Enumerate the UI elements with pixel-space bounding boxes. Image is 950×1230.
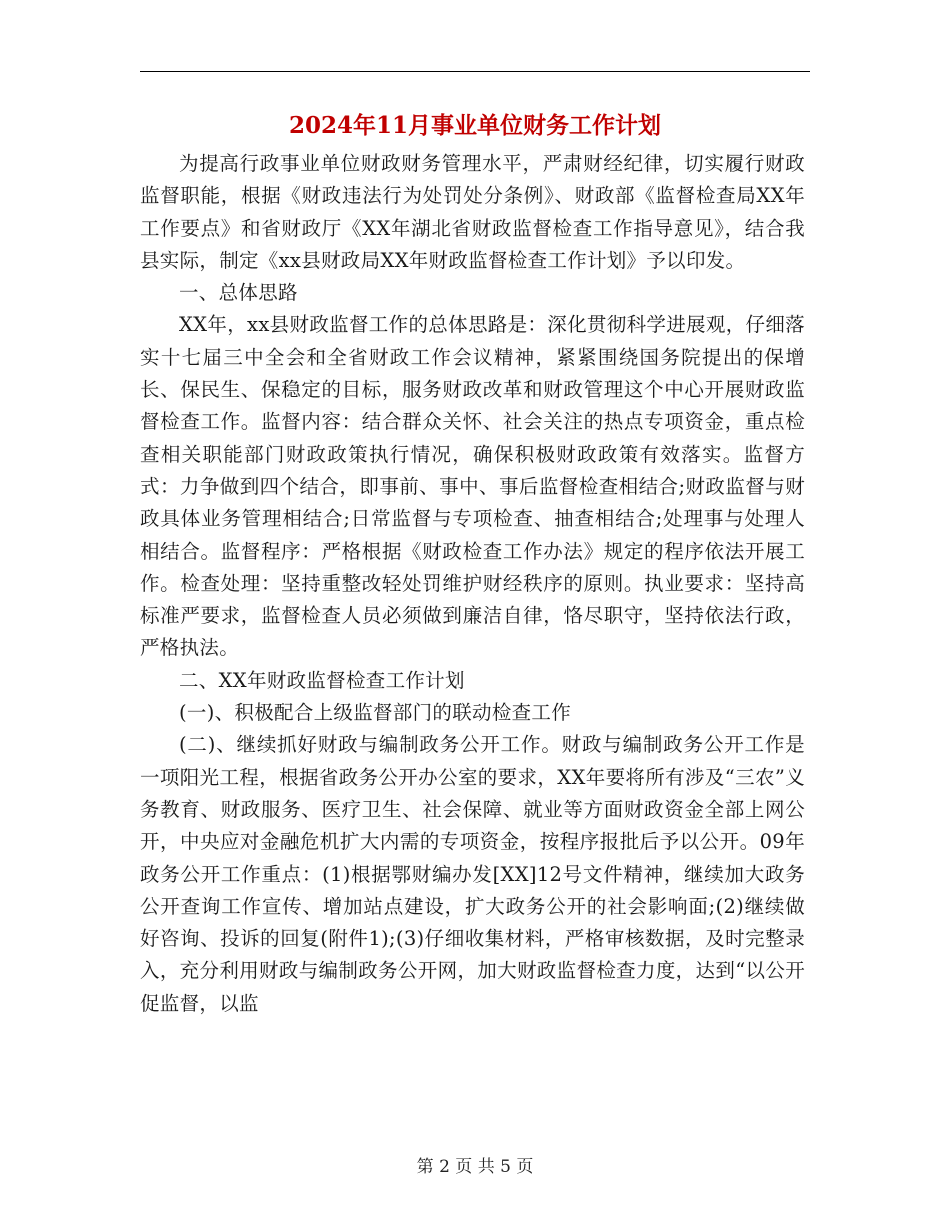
paragraph-overall-approach: XX年，xx县财政监督工作的总体思路是：深化贯彻科学进展观，仔细落实十七届三中全会和全省财政工作会议精神，紧紧围绕国务院提出的保增长、保民生、保稳定的目标，服务财政改革和财政管理这个中心开展财政监督检查工作。监督内容：结合群众关怀、社会关注的热点专项资金，重点检查相关职能部门财政政策执行情况，确保积极财政政策有效落实。监督方式：力争做到四个结合，即事前、事中、事后监督检查相结合;财政监督与财政具体业务管理相结合;日常监督与专项检查、抽查相结合;处理事与处理人相结合。监督程序：严格根据《财政检查工作办法》规定的程序依法开展工作。检查处理：坚持重整改轻处罚维护财经秩序的原则。执业要求：坚持高标准严要求，监督检查人员必须做到廉洁自律，恪尽职守，坚持依法行政，严格执法。 xyxy=(140,313,805,660)
paragraph-intro: 为提高行政事业单位财政财务管理水平，严肃财经纪律，切实履行财政监督职能，根据《财政违法行为处罚处分条例》、财政部《监督检查局XX年工作要点》和省财政厅《XX年湖北省财政监督检查工作指导意见》，结合我县实际，制定《xx县财政局XX年财政监督检查工作计划》予以印发。 xyxy=(140,152,805,272)
header-rule xyxy=(140,71,810,72)
subsection-heading-1: (一)、积极配合上级监督部门的联动检查工作 xyxy=(179,701,572,725)
document-title: 2024年11月事业单位财务工作计划 xyxy=(288,112,662,139)
paragraph-disclosure: (二)、继续抓好财政与编制政务公开工作。财政与编制政务公开工作是一项阳光工程，根据省政务公开办公室的要求，XX年要将所有涉及“三农”义务教育、财政服务、医疗卫生、社会保障、就业等方面财政资金全部上网公开，中央应对金融危机扩大内需的专项资金，按程序报批后予以公开。09年政务公开工作重点：(1)根据鄂财编办发[XX]12号文件精神，继续加大政务公开查询工作宣传、增加站点建设，扩大政务公开的社会影响面;(2)继续做好咨询、投诉的回复(附件1);(3)仔细收集材料，严格审核数据，及时完整录入，充分利用财政与编制政务公开网，加大财政监督检查力度，达到“以公开促监督，以监 xyxy=(140,733,805,1015)
section-heading-1: 一、总体思路 xyxy=(179,281,298,305)
page-number: 第 2 页 共 5 页 xyxy=(416,1157,534,1177)
document-body xyxy=(140,148,805,1020)
section-heading-2: 二、XX年财政监督检查工作计划 xyxy=(179,668,465,692)
